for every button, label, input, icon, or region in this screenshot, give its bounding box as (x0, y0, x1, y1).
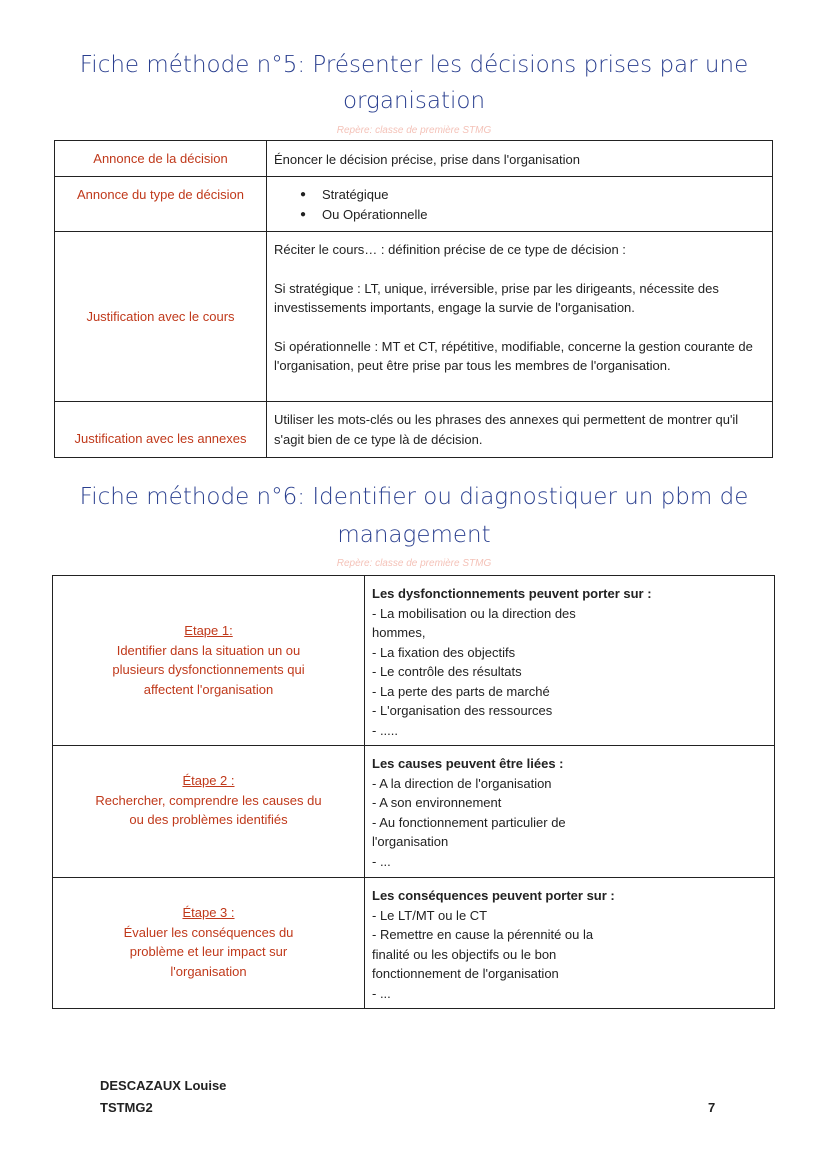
fiche6-title-line2: management (337, 522, 491, 548)
paragraph: Si opérationnelle : MT et CT, répétitive, modifiable, concerne la gestion courante de l'organisation, peut être prise par tous les membres de l'organisation. (274, 338, 753, 373)
fiche5-title-line1: Fiche méthode n°5: Présenter les décisions prises par une (79, 52, 749, 78)
list-item: - ... (372, 853, 391, 869)
detail-heading: Les conséquences peuvent porter sur : (372, 888, 615, 903)
table-row (55, 402, 773, 458)
footer-author: DESCAZAUX Louise (100, 1078, 227, 1093)
detail-cell (365, 576, 775, 746)
list-item: finalité ou les objectifs ou le bon (372, 946, 557, 962)
list-item: fonctionnement de l'organisation (372, 966, 559, 981)
row-bullets (267, 177, 773, 232)
detail-heading: Les dysfonctionnements peuvent porter sur : (372, 586, 652, 601)
page-number: 7 (708, 1100, 716, 1115)
paragraph: Si stratégique : LT, unique, irréversible, prise par les dirigeants, nécessite des investissements importants, engage la survie de l'organisation. (274, 280, 719, 315)
list-item: - A la direction de l'organisation (372, 775, 552, 791)
table-row (53, 746, 775, 878)
fiche5-table (54, 140, 773, 458)
step-cell (53, 746, 365, 878)
step-label: Étape 3 : (182, 905, 235, 920)
fiche6-table (52, 575, 775, 1009)
table-row (55, 177, 773, 232)
row-label: Justification avec les annexes (55, 402, 267, 458)
list-item: - La mobilisation ou la direction des (372, 605, 576, 621)
fiche5-title-line2: organisation (342, 88, 486, 114)
list-item: hommes, (372, 625, 426, 640)
detail-cell (365, 878, 775, 1009)
list-item: - La fixation des objectifs (372, 644, 516, 660)
step-label: Etape 1: (184, 623, 233, 638)
row-label: Annonce de la décision (55, 141, 267, 177)
table-row (55, 232, 773, 402)
table-row (53, 878, 775, 1009)
list-item: - ... (372, 985, 391, 1001)
list-item: ● Stratégique (274, 185, 765, 205)
list-item: - ..... (372, 722, 398, 738)
step-description: Rechercher, comprendre les causes du ou des problèmes identifiés (95, 792, 322, 827)
step-label: Étape 2 : (182, 773, 235, 788)
table-row (55, 141, 773, 177)
list-item: - A son environnement (372, 795, 502, 810)
row-text (267, 232, 773, 402)
list-item: - Le contrôle des résultats (372, 664, 522, 679)
list-item: - La perte des parts de marché (372, 683, 550, 699)
fiche5-subtitle: Repère: classe de première STMG (336, 125, 492, 136)
paragraph: Réciter le cours… : définition précise de ce type de décision : (274, 242, 626, 257)
fiche6-subtitle: Repère: classe de première STMG (336, 558, 492, 569)
fiche6-title-line1: Fiche méthode n°6: Identifier ou diagnostiquer un pbm de (79, 484, 749, 510)
row-text: Énoncer le décision précise, prise dans l'organisation (267, 141, 773, 177)
step-description: Identifier dans la situation un ou plusieurs dysfonctionnements qui affectent l'organisation (112, 642, 305, 697)
step-description: Évaluer les conséquences du problème et leur impact sur l'organisation (123, 924, 294, 979)
table-row (53, 576, 775, 746)
footer-class: TSTMG2 (100, 1100, 153, 1115)
step-cell (53, 576, 365, 746)
row-label: Justification avec le cours (55, 232, 267, 402)
list-item: - L'organisation des ressources (372, 703, 553, 718)
step-cell (53, 878, 365, 1009)
row-text: Utiliser les mots-clés ou les phrases des annexes qui permettent de montrer qu'il s'agit bien de ce type là de décision. (267, 402, 773, 458)
row-label: Annonce du type de décision (55, 177, 267, 232)
list-item: - Remettre en cause la pérennité ou la (372, 927, 594, 942)
list-item: - Le LT/MT ou le CT (372, 907, 488, 923)
list-item: ● Ou Opérationnelle (274, 205, 765, 225)
detail-cell (365, 746, 775, 878)
list-item: l'organisation (372, 834, 449, 849)
list-item: - Au fonctionnement particulier de (372, 814, 566, 830)
detail-heading: Les causes peuvent être liées : (372, 756, 564, 771)
